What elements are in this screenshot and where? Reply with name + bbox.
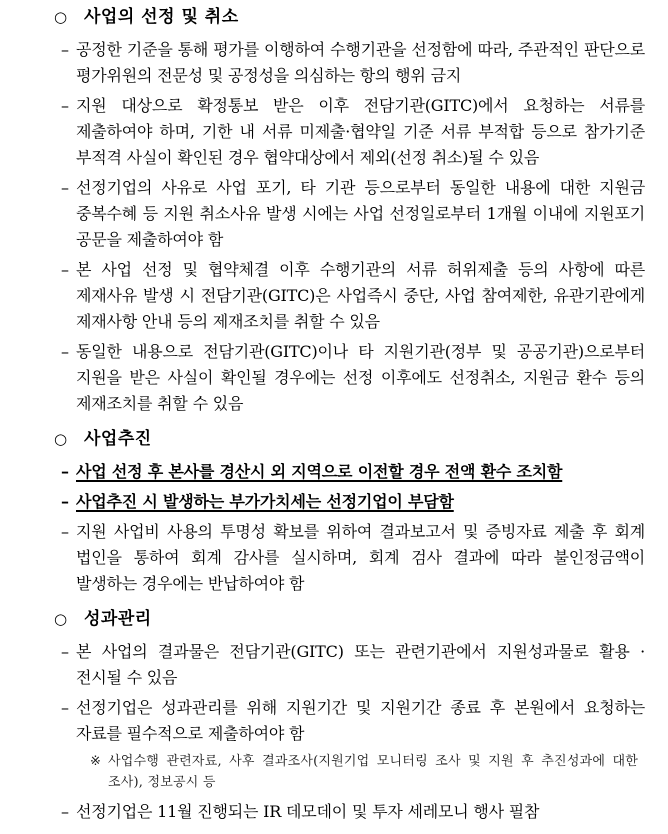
list-item-emphasized bbox=[61, 459, 668, 485]
dash-marker: – bbox=[61, 492, 69, 511]
item-text: 사업추진 시 발생하는 부가가치세는 선정기업이 부담함 bbox=[76, 492, 454, 511]
item-text: 동일한 내용으로 전담기관(GITC)이나 타 지원기관(정부 및 공공기관)으로부터 지원을 받은 사실이 확인될 경우에는 선정 이후에도 선정취소, 지원금 환수 등의 제재조치를 취할 수 있음 bbox=[76, 342, 645, 413]
circle-bullet-icon: ○ bbox=[54, 8, 68, 26]
item-text: 지원 대상으로 확정통보 받은 이후 전담기관(GITC)에서 요청하는 서류를 제출하여야 하며, 기한 내 서류 미제출·협약일 기준 서류 부적합 등으로 참가기준 부적격 사실이 확인된 경우 협약대상에서 제외(선정 취소)될 수 있음 bbox=[76, 96, 645, 167]
item-text: 본 사업 선정 및 협약체결 이후 수행기관의 서류 허위제출 등의 사항에 따른 제재사유 발생 시 전담기관(GITC)은 사업즉시 중단, 사업 참여제한, 유관기관에게 제재사항 안내 등의 제재조치를 취할 수 있음 bbox=[76, 260, 645, 331]
dash-marker: – bbox=[61, 522, 69, 541]
section-title: 성과관리 bbox=[84, 609, 152, 629]
list-item bbox=[61, 257, 668, 335]
section-title: 사업의 선정 및 취소 bbox=[84, 7, 239, 27]
item-text: 공정한 기준을 통해 평가를 이행하여 수행기관을 선정함에 따라, 주관적인 판단으로 평가위원의 전문성 및 공정성을 의심하는 항의 행위 금지 bbox=[76, 40, 645, 85]
dash-marker: – bbox=[61, 462, 69, 481]
dash-marker: – bbox=[61, 642, 69, 661]
list-item bbox=[61, 639, 668, 691]
list-item bbox=[61, 175, 668, 253]
section-header-performance-management bbox=[0, 606, 668, 632]
list-item-emphasized bbox=[61, 489, 668, 515]
dash-marker: – bbox=[61, 178, 69, 197]
dash-marker: – bbox=[61, 96, 69, 115]
item-text: 선정기업은 11월 진행되는 IR 데모데이 및 투자 세레모니 행사 필참 bbox=[76, 802, 540, 821]
list-item bbox=[61, 799, 668, 825]
item-text: 본 사업의 결과물은 전담기관(GITC) 또는 관련기관에서 지원성과물로 활용 · 전시될 수 있음 bbox=[76, 642, 645, 687]
list-item bbox=[61, 93, 668, 171]
list-item bbox=[61, 695, 668, 747]
item-text: 선정기업의 사유로 사업 포기, 타 기관 등으로부터 동일한 내용에 대한 지원금 중복수혜 등 지원 취소사유 발생 시에는 사업 선정일로부터 1개월 이내에 지원포기 공문을 제출하여야 함 bbox=[76, 178, 645, 249]
item-text: 선정기업은 성과관리를 위해 지원기간 및 지원기간 종료 후 본원에서 요청하는 자료를 필수적으로 제출하여야 함 bbox=[76, 698, 645, 743]
section-title: 사업추진 bbox=[84, 429, 152, 449]
item-text: 지원 사업비 사용의 투명성 확보를 위하여 결과보고서 및 증빙자료 제출 후 회계 법인을 통하여 회계 감사를 실시하며, 회계 검사 결과에 따라 불인정금액이 발생하는 경우에는 반납하여야 함 bbox=[76, 522, 645, 593]
circle-bullet-icon: ○ bbox=[54, 610, 68, 628]
dash-marker: – bbox=[61, 802, 69, 821]
dash-marker: – bbox=[61, 260, 69, 279]
section-header-selection-cancellation bbox=[0, 4, 668, 30]
section-header-business-promotion bbox=[0, 426, 668, 452]
list-item bbox=[61, 37, 668, 89]
item-text: 사업 선정 후 본사를 경산시 외 지역으로 이전할 경우 전액 환수 조치함 bbox=[76, 462, 563, 481]
dash-marker: – bbox=[61, 698, 69, 717]
reference-mark-icon: ※ bbox=[90, 754, 102, 769]
list-item bbox=[61, 519, 668, 597]
list-item bbox=[61, 339, 668, 417]
circle-bullet-icon: ○ bbox=[54, 430, 68, 448]
dash-marker: – bbox=[61, 40, 69, 59]
note-text: 사업수행 관련자료, 사후 결과조사(지원기업 모니터링 조사 및 지원 후 추진성과에 대한 조사), 정보공시 등 bbox=[108, 754, 638, 790]
reference-note bbox=[90, 751, 668, 793]
dash-marker: – bbox=[61, 342, 69, 361]
